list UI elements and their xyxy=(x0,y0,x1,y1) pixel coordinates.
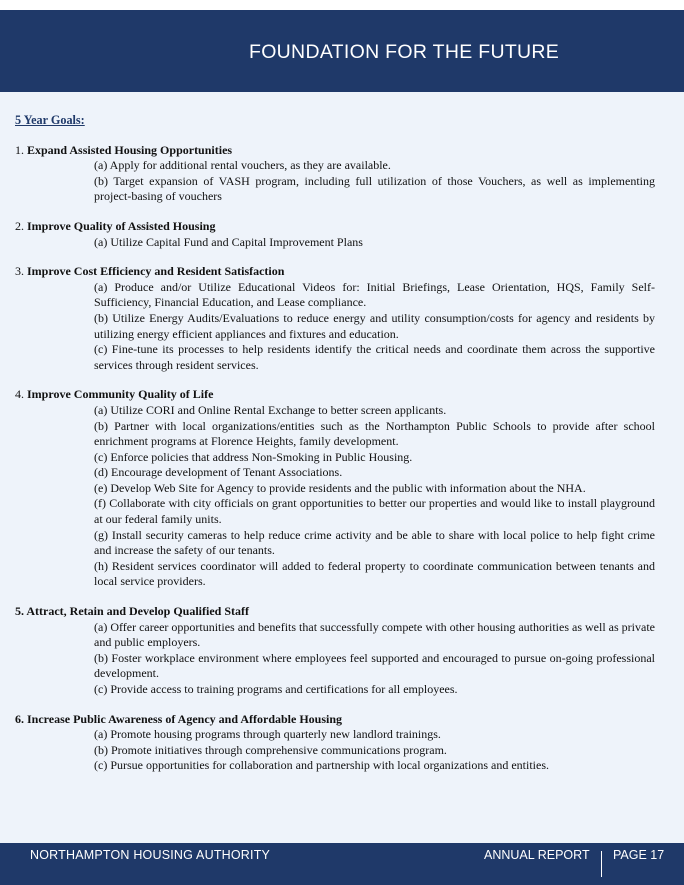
goal-sub-item: (h) Resident services coordinator will added to federal property to coordinate communication between tenants and local service providers. xyxy=(94,558,655,589)
goal-sub-item: (a) Offer career opportunities and benefits that successfully compete with other housing authorities as well as private and public employers. xyxy=(94,619,655,650)
goal-sub-items xyxy=(94,727,655,774)
goal-item xyxy=(15,604,655,698)
header-divider xyxy=(0,90,684,92)
goal-sub-items xyxy=(94,280,655,374)
goal-sub-items xyxy=(94,235,655,251)
footer-report-label: ANNUAL REPORT xyxy=(484,848,590,862)
goal-title-text: Improve Quality of Assisted Housing xyxy=(27,218,216,233)
goal-sub-item: (c) Provide access to training programs and certifications for all employees. xyxy=(94,682,458,696)
goal-item xyxy=(15,264,655,373)
page-top-margin xyxy=(0,0,684,10)
goal-item xyxy=(15,219,655,250)
goal-sub-item: (a) Utilize CORI and Online Rental Exchange to better screen applicants. xyxy=(94,402,447,417)
footer-page-number: PAGE 17 xyxy=(613,848,665,862)
goal-title xyxy=(15,143,655,159)
footer-divider xyxy=(601,851,602,877)
goal-title xyxy=(15,387,655,403)
goal-sub-item: (a) Promote housing programs through quarterly new landlord trainings. xyxy=(94,727,441,742)
goal-number: 5. xyxy=(15,604,24,619)
goal-number: 2. xyxy=(15,218,24,233)
footer-org-name: NORTHAMPTON HOUSING AUTHORITY xyxy=(30,848,271,862)
goal-title xyxy=(15,219,655,235)
goal-sub-item: (a) Apply for additional rental vouchers, as they are available. xyxy=(94,158,391,173)
goal-sub-item: (b) Utilize Energy Audits/Evaluations to reduce energy and utility consumption/costs for agency and residents by utilizing energy efficient appliances and fixtures and education. xyxy=(94,310,655,341)
goal-sub-item: (e) Develop Web Site for Agency to provide residents and the public with information about the NHA. xyxy=(94,480,586,495)
goal-title-text: Improve Community Quality of Life xyxy=(27,387,214,402)
goal-number: 6. xyxy=(15,711,24,726)
goals-list xyxy=(15,143,655,774)
goal-sub-item: (b) Target expansion of VASH program, including full utilization of those Vouchers, as well as implementing project-basing of vouchers xyxy=(94,173,655,204)
goal-item xyxy=(15,712,655,774)
goal-sub-items xyxy=(94,620,655,698)
goal-number: 4. xyxy=(15,387,24,402)
goal-sub-item: (a) Produce and/or Utilize Educational Videos for: Initial Briefings, Lease Orientation, HQS, Family Self- Sufficiency, Financial Education, and Lease compliance. xyxy=(94,279,655,310)
page-title: FOUNDATION FOR THE FUTURE xyxy=(249,41,560,63)
goal-sub-items xyxy=(94,158,655,205)
goals-section xyxy=(15,113,655,788)
goal-sub-item: (g) Install security cameras to help reduce crime activity and be able to share with local police to help fight crime and increase the safety of our tenants. xyxy=(94,527,655,558)
goal-title xyxy=(15,604,655,620)
goal-sub-item: (c) Pursue opportunities for collaboration and partnership with local organizations and entities. xyxy=(94,758,549,773)
goal-item xyxy=(15,387,655,590)
goal-title-text: Attract, Retain and Develop Qualified Staff xyxy=(26,604,249,619)
goal-sub-item: (b) Partner with local organizations/entities such as the Northampton Public Schools to provide after school enrichment programs at Florence Heights, family development. xyxy=(94,418,655,449)
goal-title-text: Expand Assisted Housing Opportunities xyxy=(27,142,233,157)
goal-title-text: Increase Public Awareness of Agency and Affordable Housing xyxy=(27,711,343,726)
goal-sub-item: (a) Utilize Capital Fund and Capital Improvement Plans xyxy=(94,234,363,249)
goal-sub-item: (f) Collaborate with city officials on grant opportunities to better our properties and would like to install playground at our federal family units. xyxy=(94,496,655,527)
goal-number: 3. xyxy=(15,264,24,279)
goals-heading: 5 Year Goals: xyxy=(15,113,85,127)
goal-sub-item: (b) Promote initiatives through comprehensive communications program. xyxy=(94,742,447,757)
goal-sub-item: (d) Encourage development of Tenant Associations. xyxy=(94,465,343,480)
goal-sub-items xyxy=(94,403,655,590)
goal-title-text: Improve Cost Efficiency and Resident Satisfaction xyxy=(27,264,285,279)
goal-sub-item: (b) Foster workplace environment where employees feel supported and encouraged to pursue on-going professional development. xyxy=(94,650,655,681)
goal-sub-item: (c) Fine-tune its processes to help residents identify the critical needs and coordinate them across the supportive services through resident services. xyxy=(94,342,655,372)
footer-bar xyxy=(0,843,684,885)
header-banner xyxy=(0,10,684,90)
goal-title xyxy=(15,264,655,280)
goal-sub-item: (c) Enforce policies that address Non-Smoking in Public Housing. xyxy=(94,449,413,464)
goal-number: 1. xyxy=(15,142,24,157)
goal-item xyxy=(15,143,655,205)
goal-title xyxy=(15,712,655,728)
